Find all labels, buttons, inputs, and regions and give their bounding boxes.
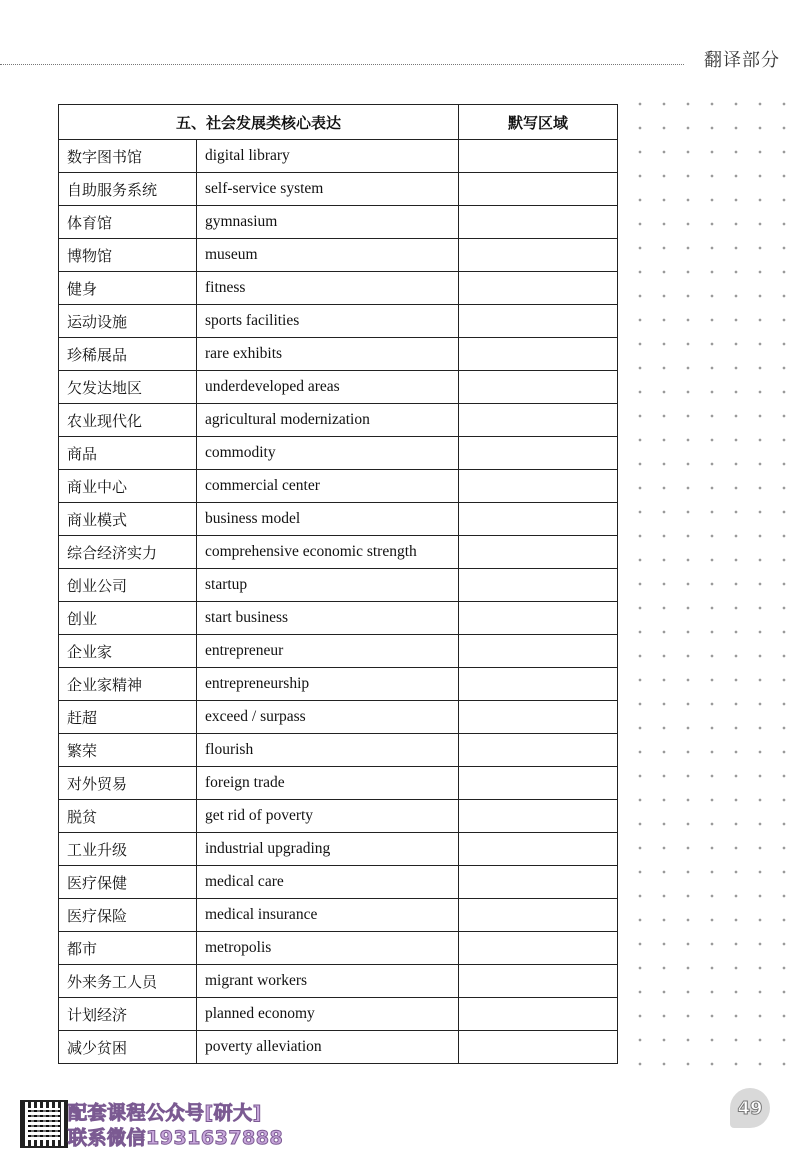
- table-row: [59, 635, 618, 668]
- english-term: metropolis: [197, 932, 459, 965]
- table-row: [59, 173, 618, 206]
- table-row: [59, 437, 618, 470]
- english-term: poverty alleviation: [197, 1031, 459, 1064]
- table-row: [59, 140, 618, 173]
- chinese-term: 计划经济: [59, 998, 197, 1031]
- chinese-term: 医疗保险: [59, 899, 197, 932]
- dictation-cell[interactable]: [459, 701, 618, 734]
- header-rule: [0, 64, 684, 65]
- table-row: [59, 899, 618, 932]
- chinese-term: 企业家: [59, 635, 197, 668]
- english-term: planned economy: [197, 998, 459, 1031]
- dot-grid-margin: [628, 92, 788, 1082]
- table-row: [59, 206, 618, 239]
- chinese-term: 脱贫: [59, 800, 197, 833]
- dictation-cell[interactable]: [459, 833, 618, 866]
- dictation-cell[interactable]: [459, 569, 618, 602]
- promo-watermark: [14, 1098, 314, 1150]
- english-term: museum: [197, 239, 459, 272]
- dictation-cell[interactable]: [459, 173, 618, 206]
- table-row: [59, 569, 618, 602]
- dictation-cell[interactable]: [459, 503, 618, 536]
- table-row: [59, 470, 618, 503]
- chinese-term: 商业中心: [59, 470, 197, 503]
- dictation-cell[interactable]: [459, 635, 618, 668]
- vocabulary-table: [58, 104, 618, 1064]
- dictation-cell[interactable]: [459, 470, 618, 503]
- table-row: [59, 239, 618, 272]
- dictation-cell[interactable]: [459, 305, 618, 338]
- dictation-cell[interactable]: [459, 437, 618, 470]
- english-term: entrepreneurship: [197, 668, 459, 701]
- chinese-term: 医疗保健: [59, 866, 197, 899]
- table-heading: 五、社会发展类核心表达: [59, 105, 459, 140]
- chinese-term: 外来务工人员: [59, 965, 197, 998]
- chinese-term: 数字图书馆: [59, 140, 197, 173]
- table-row: [59, 701, 618, 734]
- table-row: [59, 800, 618, 833]
- chinese-term: 创业公司: [59, 569, 197, 602]
- table-header-row: [59, 105, 618, 140]
- dictation-cell[interactable]: [459, 1031, 618, 1064]
- english-term: sports facilities: [197, 305, 459, 338]
- table-row: [59, 602, 618, 635]
- chinese-term: 运动设施: [59, 305, 197, 338]
- english-term: gymnasium: [197, 206, 459, 239]
- chinese-term: 繁荣: [59, 734, 197, 767]
- watermark-line-2: 联系微信1931637888: [68, 1127, 284, 1149]
- table-row: [59, 1031, 618, 1064]
- table-row: [59, 734, 618, 767]
- english-term: exceed / surpass: [197, 701, 459, 734]
- chinese-term: 欠发达地区: [59, 371, 197, 404]
- table-row: [59, 833, 618, 866]
- table-row: [59, 503, 618, 536]
- dictation-cell[interactable]: [459, 404, 618, 437]
- table-row: [59, 371, 618, 404]
- english-term: medical insurance: [197, 899, 459, 932]
- english-term: industrial upgrading: [197, 833, 459, 866]
- dictation-cell[interactable]: [459, 800, 618, 833]
- english-term: commercial center: [197, 470, 459, 503]
- chinese-term: 创业: [59, 602, 197, 635]
- chinese-term: 企业家精神: [59, 668, 197, 701]
- english-term: migrant workers: [197, 965, 459, 998]
- english-term: rare exhibits: [197, 338, 459, 371]
- english-term: foreign trade: [197, 767, 459, 800]
- dictation-cell[interactable]: [459, 932, 618, 965]
- chinese-term: 赶超: [59, 701, 197, 734]
- chinese-term: 健身: [59, 272, 197, 305]
- section-title: 翻译部分: [704, 50, 780, 71]
- dictation-cell[interactable]: [459, 965, 618, 998]
- chinese-term: 商品: [59, 437, 197, 470]
- table-row: [59, 866, 618, 899]
- dictation-cell[interactable]: [459, 998, 618, 1031]
- dictation-cell[interactable]: [459, 272, 618, 305]
- dictation-heading: 默写区域: [459, 105, 618, 140]
- table-row: [59, 932, 618, 965]
- chinese-term: 体育馆: [59, 206, 197, 239]
- dictation-cell[interactable]: [459, 668, 618, 701]
- table-row: [59, 998, 618, 1031]
- dictation-cell[interactable]: [459, 338, 618, 371]
- english-term: commodity: [197, 437, 459, 470]
- dictation-cell[interactable]: [459, 866, 618, 899]
- english-term: get rid of poverty: [197, 800, 459, 833]
- chinese-term: 自助服务系统: [59, 173, 197, 206]
- english-term: digital library: [197, 140, 459, 173]
- english-term: start business: [197, 602, 459, 635]
- dictation-cell[interactable]: [459, 140, 618, 173]
- table-row: [59, 404, 618, 437]
- english-term: self-service system: [197, 173, 459, 206]
- chinese-term: 珍稀展品: [59, 338, 197, 371]
- chinese-term: 综合经济实力: [59, 536, 197, 569]
- watermark-line-1: 配套课程公众号[研大]: [68, 1102, 262, 1124]
- page-number-badge: [730, 1088, 770, 1128]
- english-term: flourish: [197, 734, 459, 767]
- chinese-term: 工业升级: [59, 833, 197, 866]
- table-row: [59, 668, 618, 701]
- table-row: [59, 965, 618, 998]
- chinese-term: 减少贫困: [59, 1031, 197, 1064]
- english-term: medical care: [197, 866, 459, 899]
- dictation-cell[interactable]: [459, 767, 618, 800]
- english-term: fitness: [197, 272, 459, 305]
- table-row: [59, 305, 618, 338]
- dictation-cell[interactable]: [459, 899, 618, 932]
- table-row: [59, 536, 618, 569]
- dictation-cell[interactable]: [459, 536, 618, 569]
- table-row: [59, 338, 618, 371]
- chinese-term: 农业现代化: [59, 404, 197, 437]
- dictation-cell[interactable]: [459, 371, 618, 404]
- dictation-cell[interactable]: [459, 239, 618, 272]
- table-row: [59, 767, 618, 800]
- table-body: [59, 140, 618, 1064]
- chinese-term: 对外贸易: [59, 767, 197, 800]
- table-row: [59, 272, 618, 305]
- english-term: startup: [197, 569, 459, 602]
- english-term: comprehensive economic strength: [197, 536, 459, 569]
- english-term: agricultural modernization: [197, 404, 459, 437]
- qr-code-icon: [20, 1100, 68, 1148]
- dictation-cell[interactable]: [459, 602, 618, 635]
- dictation-cell[interactable]: [459, 734, 618, 767]
- chinese-term: 商业模式: [59, 503, 197, 536]
- dictation-cell[interactable]: [459, 206, 618, 239]
- chinese-term: 都市: [59, 932, 197, 965]
- english-term: entrepreneur: [197, 635, 459, 668]
- english-term: business model: [197, 503, 459, 536]
- chinese-term: 博物馆: [59, 239, 197, 272]
- english-term: underdeveloped areas: [197, 371, 459, 404]
- page-number: 49: [737, 1097, 763, 1119]
